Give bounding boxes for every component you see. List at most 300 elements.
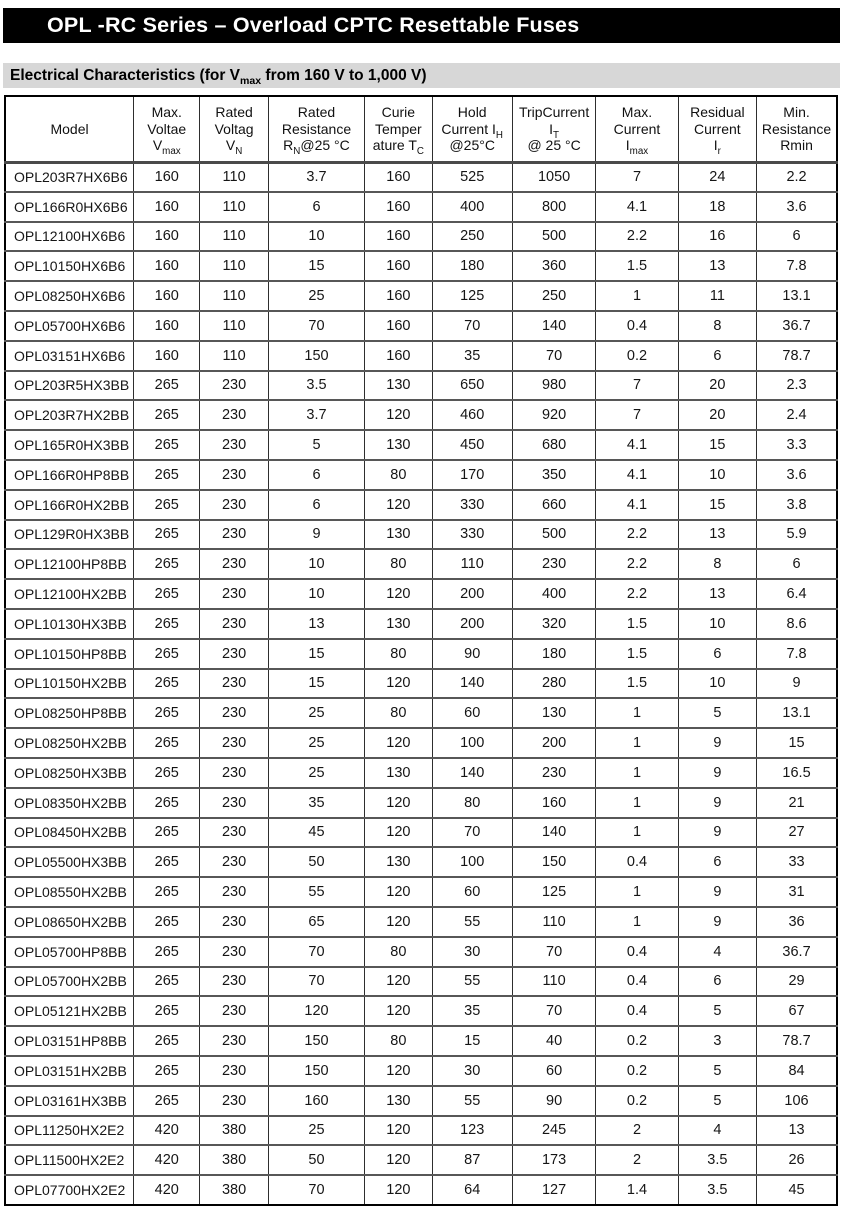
value-cell: 123 <box>432 1116 512 1146</box>
value-cell: 265 <box>134 430 200 460</box>
value-cell: 265 <box>134 549 200 579</box>
value-cell: 0.4 <box>596 937 678 967</box>
value-cell: 13 <box>678 251 756 281</box>
value-cell: 140 <box>432 669 512 699</box>
section-title-post: from 160 V to 1,000 V) <box>261 67 427 84</box>
value-cell: 920 <box>512 400 595 430</box>
value-cell: 4 <box>678 937 756 967</box>
model-cell: OPL203R7HX2BB <box>5 400 134 430</box>
model-cell: OPL05700HP8BB <box>5 937 134 967</box>
value-cell: 45 <box>268 818 364 848</box>
table-row <box>5 460 837 490</box>
value-cell: 650 <box>432 371 512 401</box>
table-row <box>5 847 837 877</box>
table-row <box>5 1145 837 1175</box>
value-cell: 6 <box>268 490 364 520</box>
value-cell: 106 <box>757 1086 837 1116</box>
value-cell: 16 <box>678 222 756 252</box>
value-cell: 160 <box>134 222 200 252</box>
value-cell: 120 <box>365 967 432 997</box>
value-cell: 130 <box>365 520 432 550</box>
col-header-trip-current-it: TripCurrent $I_T$ @ 25 °C <box>512 96 595 162</box>
value-cell: 125 <box>512 877 595 907</box>
value-cell: 80 <box>365 549 432 579</box>
value-cell: 3.8 <box>757 490 837 520</box>
col-header-rated-voltage-vn: Rated Voltag $V_N$ <box>200 96 268 162</box>
value-cell: 3.6 <box>757 192 837 222</box>
value-cell: 980 <box>512 371 595 401</box>
value-cell: 7 <box>596 400 678 430</box>
value-cell: 230 <box>200 549 268 579</box>
value-cell: 55 <box>432 1086 512 1116</box>
model-cell: OPL129R0HX3BB <box>5 520 134 550</box>
value-cell: 265 <box>134 818 200 848</box>
value-cell: 230 <box>200 907 268 937</box>
value-cell: 5 <box>678 698 756 728</box>
value-cell: 1 <box>596 877 678 907</box>
value-cell: 2.2 <box>596 520 678 550</box>
value-cell: 3.5 <box>268 371 364 401</box>
value-cell: 1.4 <box>596 1175 678 1205</box>
value-cell: 55 <box>432 967 512 997</box>
value-cell: 80 <box>365 639 432 669</box>
model-cell: OPL10150HX6B6 <box>5 251 134 281</box>
value-cell: 90 <box>432 639 512 669</box>
value-cell: 8.6 <box>757 609 837 639</box>
table-row <box>5 520 837 550</box>
model-cell: OPL08350HX2BB <box>5 788 134 818</box>
value-cell: 7 <box>596 162 678 192</box>
value-cell: 9 <box>678 818 756 848</box>
value-cell: 60 <box>432 698 512 728</box>
value-cell: 200 <box>512 728 595 758</box>
value-cell: 160 <box>134 192 200 222</box>
value-cell: 35 <box>432 341 512 371</box>
value-cell: 230 <box>200 490 268 520</box>
table-row <box>5 430 837 460</box>
value-cell: 120 <box>268 996 364 1026</box>
value-cell: 13.1 <box>757 698 837 728</box>
value-cell: 4.1 <box>596 430 678 460</box>
value-cell: 7.8 <box>757 251 837 281</box>
value-cell: 230 <box>200 520 268 550</box>
model-cell: OPL08550HX2BB <box>5 877 134 907</box>
value-cell: 420 <box>134 1175 200 1205</box>
value-cell: 7.8 <box>757 639 837 669</box>
value-cell: 0.4 <box>596 996 678 1026</box>
model-cell: OPL03151HX2BB <box>5 1056 134 1086</box>
model-cell: OPL165R0HX3BB <box>5 430 134 460</box>
value-cell: 660 <box>512 490 595 520</box>
value-cell: 2 <box>596 1145 678 1175</box>
value-cell: 3.3 <box>757 430 837 460</box>
value-cell: 64 <box>432 1175 512 1205</box>
value-cell: 20 <box>678 371 756 401</box>
value-cell: 173 <box>512 1145 595 1175</box>
value-cell: 1 <box>596 788 678 818</box>
value-cell: 130 <box>512 698 595 728</box>
value-cell: 30 <box>432 1056 512 1086</box>
value-cell: 60 <box>512 1056 595 1086</box>
value-cell: 110 <box>200 311 268 341</box>
datasheet-page <box>0 8 842 1211</box>
value-cell: 120 <box>365 579 432 609</box>
electrical-characteristics-table <box>4 95 838 1206</box>
value-cell: 67 <box>757 996 837 1026</box>
value-cell: 35 <box>432 996 512 1026</box>
value-cell: 140 <box>512 311 595 341</box>
value-cell: 15 <box>268 639 364 669</box>
value-cell: 55 <box>432 907 512 937</box>
model-cell: OPL12100HX2BB <box>5 579 134 609</box>
value-cell: 84 <box>757 1056 837 1086</box>
table-row <box>5 639 837 669</box>
value-cell: 230 <box>200 460 268 490</box>
table-row <box>5 877 837 907</box>
value-cell: 160 <box>365 341 432 371</box>
value-cell: 230 <box>200 371 268 401</box>
table-row <box>5 698 837 728</box>
value-cell: 230 <box>200 728 268 758</box>
value-cell: 13 <box>678 520 756 550</box>
table-row <box>5 818 837 848</box>
value-cell: 200 <box>432 579 512 609</box>
value-cell: 100 <box>432 847 512 877</box>
value-cell: 80 <box>432 788 512 818</box>
value-cell: 110 <box>200 251 268 281</box>
value-cell: 265 <box>134 937 200 967</box>
value-cell: 130 <box>365 1086 432 1116</box>
col-header-min-resistance-rmin: Min. Resistance Rmin <box>757 96 837 162</box>
value-cell: 460 <box>432 400 512 430</box>
value-cell: 9 <box>678 788 756 818</box>
model-cell: OPL08450HX2BB <box>5 818 134 848</box>
model-cell: OPL203R5HX3BB <box>5 371 134 401</box>
value-cell: 120 <box>365 1175 432 1205</box>
value-cell: 150 <box>268 1056 364 1086</box>
value-cell: 160 <box>365 162 432 192</box>
value-cell: 110 <box>200 341 268 371</box>
value-cell: 25 <box>268 281 364 311</box>
value-cell: 10 <box>268 222 364 252</box>
table-row <box>5 1026 837 1056</box>
model-cell: OPL10130HX3BB <box>5 609 134 639</box>
value-cell: 130 <box>365 847 432 877</box>
value-cell: 25 <box>268 1116 364 1146</box>
model-cell: OPL203R7HX6B6 <box>5 162 134 192</box>
value-cell: 25 <box>268 698 364 728</box>
table-row <box>5 728 837 758</box>
model-cell: OPL10150HP8BB <box>5 639 134 669</box>
model-cell: OPL166R0HX6B6 <box>5 192 134 222</box>
value-cell: 110 <box>200 222 268 252</box>
value-cell: 1.5 <box>596 669 678 699</box>
table-row <box>5 371 837 401</box>
value-cell: 6 <box>678 967 756 997</box>
model-cell: OPL08250HP8BB <box>5 698 134 728</box>
value-cell: 50 <box>268 847 364 877</box>
value-cell: 55 <box>268 877 364 907</box>
value-cell: 31 <box>757 877 837 907</box>
value-cell: 2.2 <box>596 579 678 609</box>
value-cell: 265 <box>134 669 200 699</box>
value-cell: 120 <box>365 907 432 937</box>
value-cell: 160 <box>134 251 200 281</box>
value-cell: 320 <box>512 609 595 639</box>
value-cell: 1 <box>596 818 678 848</box>
table-row <box>5 1056 837 1086</box>
value-cell: 1.5 <box>596 639 678 669</box>
value-cell: 265 <box>134 788 200 818</box>
value-cell: 1 <box>596 281 678 311</box>
value-cell: 6 <box>757 549 837 579</box>
model-cell: OPL05121HX2BB <box>5 996 134 1026</box>
value-cell: 265 <box>134 698 200 728</box>
value-cell: 9 <box>678 877 756 907</box>
value-cell: 265 <box>134 877 200 907</box>
value-cell: 60 <box>432 877 512 907</box>
col-header-max-current-imax: Max. Current $I_{max}$ <box>596 96 678 162</box>
model-cell: OPL08250HX3BB <box>5 758 134 788</box>
value-cell: 200 <box>432 609 512 639</box>
value-cell: 120 <box>365 788 432 818</box>
value-cell: 70 <box>268 1175 364 1205</box>
value-cell: 36 <box>757 907 837 937</box>
model-cell: OPL03161HX3BB <box>5 1086 134 1116</box>
value-cell: 10 <box>678 460 756 490</box>
value-cell: 265 <box>134 1026 200 1056</box>
value-cell: 16.5 <box>757 758 837 788</box>
value-cell: 27 <box>757 818 837 848</box>
table-row <box>5 251 837 281</box>
value-cell: 45 <box>757 1175 837 1205</box>
value-cell: 13 <box>268 609 364 639</box>
table-row <box>5 967 837 997</box>
value-cell: 6 <box>757 222 837 252</box>
value-cell: 110 <box>432 549 512 579</box>
value-cell: 10 <box>678 609 756 639</box>
value-cell: 21 <box>757 788 837 818</box>
model-cell: OPL05700HX2BB <box>5 967 134 997</box>
value-cell: 1.5 <box>596 609 678 639</box>
value-cell: 120 <box>365 400 432 430</box>
value-cell: 8 <box>678 311 756 341</box>
col-header-hold-current-ih: Hold Current $I_H$ @25°C <box>432 96 512 162</box>
value-cell: 380 <box>200 1175 268 1205</box>
model-cell: OPL12100HP8BB <box>5 549 134 579</box>
value-cell: 230 <box>200 1086 268 1116</box>
value-cell: 70 <box>432 311 512 341</box>
value-cell: 29 <box>757 967 837 997</box>
value-cell: 245 <box>512 1116 595 1146</box>
value-cell: 40 <box>512 1026 595 1056</box>
value-cell: 70 <box>268 967 364 997</box>
value-cell: 230 <box>200 758 268 788</box>
col-header-model: Model <box>5 96 134 162</box>
value-cell: 230 <box>512 758 595 788</box>
value-cell: 13 <box>757 1116 837 1146</box>
value-cell: 180 <box>432 251 512 281</box>
value-cell: 1 <box>596 698 678 728</box>
value-cell: 525 <box>432 162 512 192</box>
value-cell: 110 <box>512 967 595 997</box>
value-cell: 9 <box>678 907 756 937</box>
value-cell: 15 <box>268 669 364 699</box>
model-cell: OPL08650HX2BB <box>5 907 134 937</box>
value-cell: 400 <box>512 579 595 609</box>
section-title-pre: Electrical Characteristics (for V <box>10 67 241 84</box>
value-cell: 265 <box>134 907 200 937</box>
value-cell: 4 <box>678 1116 756 1146</box>
model-cell: OPL05500HX3BB <box>5 847 134 877</box>
value-cell: 1 <box>596 907 678 937</box>
value-cell: 110 <box>512 907 595 937</box>
value-cell: 15 <box>757 728 837 758</box>
value-cell: 265 <box>134 490 200 520</box>
model-cell: OPL11250HX2E2 <box>5 1116 134 1146</box>
value-cell: 230 <box>200 847 268 877</box>
value-cell: 3.7 <box>268 400 364 430</box>
title-bar <box>3 8 840 43</box>
value-cell: 265 <box>134 1086 200 1116</box>
value-cell: 110 <box>200 281 268 311</box>
value-cell: 5 <box>678 996 756 1026</box>
model-cell: OPL12100HX6B6 <box>5 222 134 252</box>
table-row <box>5 490 837 520</box>
value-cell: 110 <box>200 192 268 222</box>
value-cell: 120 <box>365 728 432 758</box>
value-cell: 230 <box>200 609 268 639</box>
value-cell: 78.7 <box>757 1026 837 1056</box>
value-cell: 180 <box>512 639 595 669</box>
value-cell: 160 <box>134 281 200 311</box>
value-cell: 330 <box>432 520 512 550</box>
table-header-row <box>5 96 837 162</box>
value-cell: 265 <box>134 1056 200 1086</box>
section-header-bar <box>3 63 840 88</box>
value-cell: 265 <box>134 371 200 401</box>
value-cell: 26 <box>757 1145 837 1175</box>
value-cell: 6 <box>268 192 364 222</box>
section-title <box>10 67 427 88</box>
table-row <box>5 1175 837 1205</box>
value-cell: 6 <box>678 639 756 669</box>
value-cell: 160 <box>134 341 200 371</box>
value-cell: 35 <box>268 788 364 818</box>
value-cell: 450 <box>432 430 512 460</box>
value-cell: 265 <box>134 520 200 550</box>
value-cell: 265 <box>134 639 200 669</box>
col-header-residual-current-ir: Residual Current $I_r$ <box>678 96 756 162</box>
value-cell: 13.1 <box>757 281 837 311</box>
value-cell: 230 <box>200 669 268 699</box>
value-cell: 3.5 <box>678 1175 756 1205</box>
table-row <box>5 162 837 192</box>
value-cell: 0.2 <box>596 341 678 371</box>
value-cell: 380 <box>200 1145 268 1175</box>
model-cell: OPL03151HX6B6 <box>5 341 134 371</box>
value-cell: 420 <box>134 1145 200 1175</box>
value-cell: 420 <box>134 1116 200 1146</box>
value-cell: 120 <box>365 1116 432 1146</box>
value-cell: 3.7 <box>268 162 364 192</box>
table-row <box>5 609 837 639</box>
value-cell: 4.1 <box>596 460 678 490</box>
value-cell: 80 <box>365 937 432 967</box>
value-cell: 25 <box>268 728 364 758</box>
value-cell: 15 <box>432 1026 512 1056</box>
value-cell: 120 <box>365 490 432 520</box>
value-cell: 5.9 <box>757 520 837 550</box>
value-cell: 10 <box>268 579 364 609</box>
value-cell: 9 <box>678 758 756 788</box>
value-cell: 170 <box>432 460 512 490</box>
model-cell: OPL11500HX2E2 <box>5 1145 134 1175</box>
value-cell: 0.4 <box>596 311 678 341</box>
value-cell: 10 <box>268 549 364 579</box>
value-cell: 15 <box>678 430 756 460</box>
value-cell: 160 <box>365 311 432 341</box>
value-cell: 130 <box>365 609 432 639</box>
value-cell: 120 <box>365 877 432 907</box>
value-cell: 110 <box>200 162 268 192</box>
value-cell: 230 <box>200 698 268 728</box>
value-cell: 360 <box>512 251 595 281</box>
model-cell: OPL07700HX2E2 <box>5 1175 134 1205</box>
value-cell: 265 <box>134 967 200 997</box>
model-cell: OPL166R0HX2BB <box>5 490 134 520</box>
value-cell: 2.4 <box>757 400 837 430</box>
value-cell: 230 <box>200 877 268 907</box>
value-cell: 25 <box>268 758 364 788</box>
value-cell: 230 <box>200 579 268 609</box>
value-cell: 250 <box>512 281 595 311</box>
model-cell: OPL03151HP8BB <box>5 1026 134 1056</box>
value-cell: 230 <box>200 639 268 669</box>
value-cell: 5 <box>268 430 364 460</box>
model-cell: OPL05700HX6B6 <box>5 311 134 341</box>
value-cell: 230 <box>200 818 268 848</box>
table-row <box>5 788 837 818</box>
value-cell: 230 <box>200 996 268 1026</box>
value-cell: 9 <box>268 520 364 550</box>
value-cell: 230 <box>200 430 268 460</box>
value-cell: 125 <box>432 281 512 311</box>
value-cell: 160 <box>365 281 432 311</box>
value-cell: 80 <box>365 460 432 490</box>
section-title-subscript: max <box>240 75 262 88</box>
value-cell: 0.4 <box>596 847 678 877</box>
model-cell: OPL166R0HP8BB <box>5 460 134 490</box>
value-cell: 160 <box>365 251 432 281</box>
value-cell: 70 <box>512 937 595 967</box>
value-cell: 2.3 <box>757 371 837 401</box>
value-cell: 6 <box>678 847 756 877</box>
value-cell: 15 <box>268 251 364 281</box>
value-cell: 160 <box>365 222 432 252</box>
value-cell: 0.2 <box>596 1056 678 1086</box>
value-cell: 120 <box>365 818 432 848</box>
value-cell: 36.7 <box>757 311 837 341</box>
value-cell: 9 <box>678 728 756 758</box>
value-cell: 1050 <box>512 162 595 192</box>
value-cell: 280 <box>512 669 595 699</box>
value-cell: 4.1 <box>596 490 678 520</box>
model-cell: OPL10150HX2BB <box>5 669 134 699</box>
value-cell: 7 <box>596 371 678 401</box>
value-cell: 6 <box>678 341 756 371</box>
value-cell: 1 <box>596 728 678 758</box>
